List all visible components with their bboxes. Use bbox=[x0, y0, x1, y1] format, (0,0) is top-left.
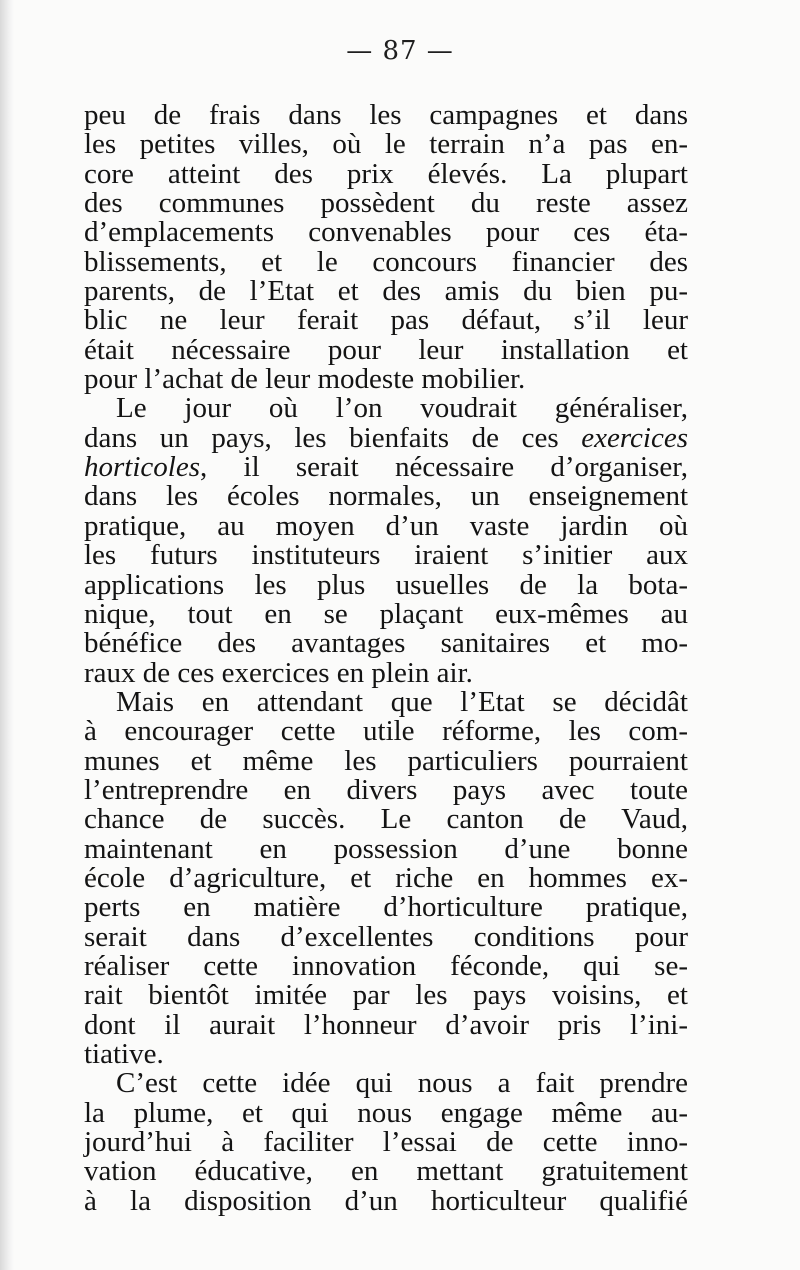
text-line: parents, de l’Etat et des amis du bien pu- bbox=[84, 275, 688, 308]
text-segment: , il serait nécessaire d’organiser, bbox=[200, 451, 688, 484]
text-line: pratique, au moyen d’un vaste jardin où bbox=[84, 509, 688, 542]
text-line bbox=[84, 421, 688, 454]
text-line: à encourager cette utile réforme, les com- bbox=[84, 715, 688, 748]
text-line: rait bientôt imitée par les pays voisins, et bbox=[84, 979, 688, 1012]
text-line: l’entreprendre en divers pays avec toute bbox=[84, 773, 688, 806]
text-line: jourd’hui à faciliter l’essai de cette inno- bbox=[84, 1126, 688, 1159]
text-line: peu de frais dans les campagnes et dans bbox=[84, 99, 688, 131]
text-line: maintenant en possession d’une bonne bbox=[84, 832, 688, 865]
text-line: blissements, et le concours financier des bbox=[84, 245, 688, 278]
text-line: blic ne leur ferait pas défaut, s’il leur bbox=[84, 304, 688, 337]
text-line: vation éducative, en mettant gratuitement bbox=[84, 1155, 688, 1188]
paragraph-end-line: pour l’achat de leur modeste mobilier. bbox=[84, 363, 526, 396]
text-line: dont il aurait l’honneur d’avoir pris l’ini- bbox=[84, 1008, 688, 1041]
italic-text: horticoles bbox=[84, 451, 200, 484]
text-line: d’emplacements convenables pour ces éta- bbox=[84, 216, 688, 249]
text-line: core atteint des prix élevés. La plupart bbox=[84, 157, 688, 190]
text-line: C’est cette idée qui nous a fait prendre bbox=[116, 1067, 688, 1100]
text-line: Le jour où l’on voudrait généraliser, bbox=[116, 392, 688, 425]
body-text bbox=[84, 101, 688, 1216]
page-gutter-shadow bbox=[0, 0, 14, 1270]
text-line: Mais en attendant que l’Etat se décidât bbox=[116, 685, 688, 718]
text-line: des communes possèdent du reste assez bbox=[84, 187, 688, 220]
text-line: applications les plus usuelles de la bota- bbox=[84, 568, 688, 601]
text-line: les futurs instituteurs iraient s’initier aux bbox=[84, 539, 688, 572]
text-line: serait dans d’excellentes conditions pour bbox=[84, 920, 688, 953]
italic-text: exercices bbox=[581, 421, 688, 454]
text-line: chance de succès. Le canton de Vaud, bbox=[84, 803, 688, 836]
paragraph-end-line: raux de ces exercices en plein air. bbox=[84, 656, 473, 689]
text-line: dans les écoles normales, un enseignement bbox=[84, 480, 688, 513]
text-line: bénéfice des avantages sanitaires et mo- bbox=[84, 627, 688, 660]
text-line: à la disposition d’un horticulteur qualifié bbox=[84, 1184, 688, 1217]
text-line: école d’agriculture, et riche en hommes ex- bbox=[84, 861, 688, 894]
text-line: perts en matière d’horticulture pratique, bbox=[84, 891, 688, 924]
text-line: nique, tout en se plaçant eux-mêmes au bbox=[84, 597, 688, 630]
text-line bbox=[84, 453, 688, 482]
text-segment: dans un pays, les bienfaits de ces bbox=[84, 421, 559, 454]
text-line: était nécessaire pour leur installation et bbox=[84, 333, 688, 366]
text-line: les petites villes, où le terrain n’a pas en- bbox=[84, 128, 688, 161]
paragraph-end-line: tiative. bbox=[84, 1038, 164, 1070]
text-line: la plume, et qui nous engage même au- bbox=[84, 1096, 688, 1129]
text-line: réaliser cette innovation féconde, qui se- bbox=[84, 949, 688, 982]
page-number: — 87 — bbox=[346, 36, 454, 66]
text-line: munes et même les particuliers pourraient bbox=[84, 744, 688, 777]
